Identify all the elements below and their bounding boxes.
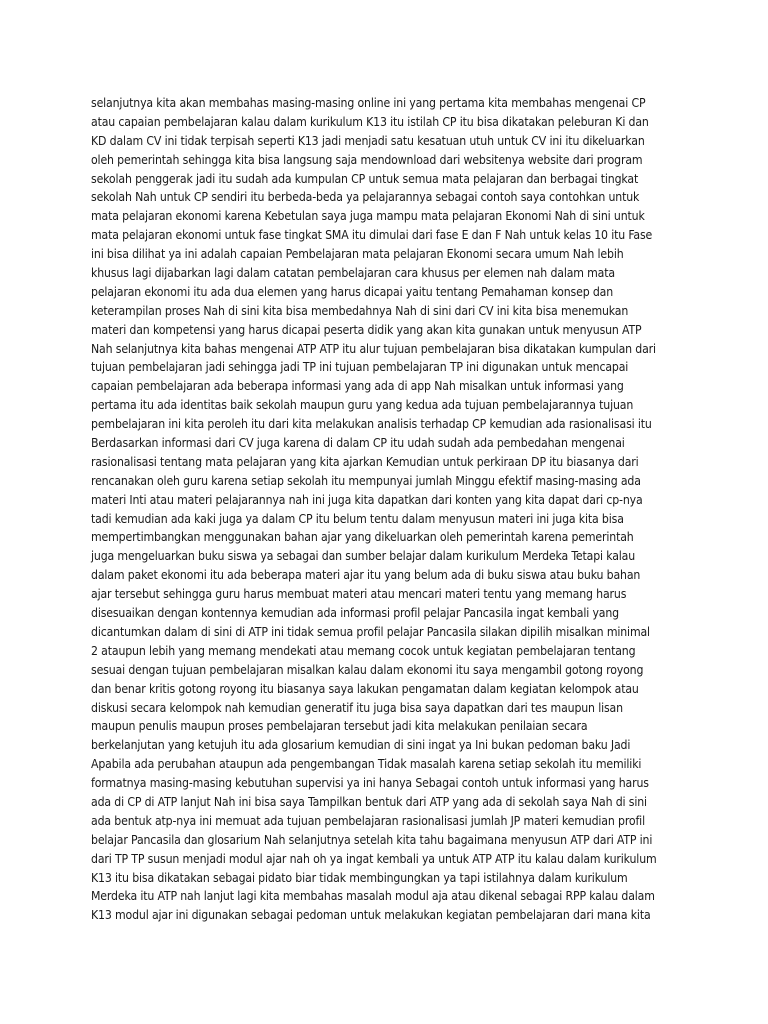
text-line: ini bisa dilihat ya ini adalah capaian Pembelajaran mata pelajaran Ekonomi secara umum Nah lebih [91, 247, 624, 262]
text-line: mata pelajaran ekonomi karena Kebetulan saya juga mampu mata pelajaran Ekonomi Nah di sini untuk [91, 209, 645, 224]
text-line: belajar Pancasila dan glosarium Nah selanjutnya setelah kita tahu bagaimana menyusun ATP dari ATP ini [91, 832, 653, 847]
text-line: mempertimbangkan menggunakan bahan ajar yang dikeluarkan oleh pemerintah karena pemerintah [91, 530, 634, 545]
text-line: diskusi secara kelompok nah kemudian generatif itu juga bisa saya dapatkan dari tes maupun lisan [91, 700, 623, 715]
text-line: materi Inti atau materi pelajarannya nah ini juga kita dapatkan dari konten yang kita dapat dari cp-nya [91, 492, 643, 507]
text-line: Apabila ada perubahan ataupun ada pengembangan Tidak masalah karena setiap sekolah itu memiliki [91, 757, 642, 772]
text-line: formatnya masing-masing kebutuhan supervisi ya ini hanya Sebagai contoh untuk informasi yang harus [91, 776, 649, 791]
text-line: dalam paket ekonomi itu ada beberapa materi ajar itu yang belum ada di buku siswa atau buku bahan [91, 568, 641, 583]
text-line: juga mengeluarkan buku siswa ya sebagai dan sumber belajar dalam kurikulum Merdeka Tetapi kalau [91, 549, 636, 564]
text-line: disesuaikan dengan kontennya kemudian ada informasi profil pelajar Pancasila ingat kembali yang [91, 606, 619, 621]
text-line: atau capaian pembelajaran kalau dalam kurikulum K13 itu istilah CP itu bisa dikatakan peleburan Ki dan [91, 114, 649, 129]
text-line: pelajaran ekonomi itu ada dua elemen yang harus dicapai yaitu tentang Pemahaman konsep dan [91, 284, 614, 299]
text-line: rencanakan oleh guru karena setiap sekolah itu mempunyai jumlah Minggu efektif masing-masing ada [91, 473, 641, 488]
text-line: 2 ataupun lebih yang memang mendekati atau memang cocok untuk kegiatan pembelajaran tentang [91, 643, 636, 658]
text-line: dan benar kritis gotong royong itu biasanya saya lakukan pengamatan dalam kegiatan kelompok atau [91, 681, 639, 696]
text-line: pertama itu ada identitas baik sekolah maupun guru yang kedua ada tujuan pembelajarannya tujuan [91, 398, 634, 413]
text-line: materi dan kompetensi yang harus dicapai peserta didik yang akan kita gunakan untuk menyusun ATP [91, 322, 642, 337]
text-line: Nah selanjutnya kita bahas mengenai ATP ATP itu alur tujuan pembelajaran bisa dikatakan kumpulan dari [91, 341, 656, 356]
text-line: pembelajaran ini kita peroleh itu dari kita melakukan analisis terhadap CP kemudian ada rasionalisasi itu [91, 417, 652, 432]
text-line: khusus lagi dijabarkan lagi dalam catatan pembelajaran cara khusus per elemen nah dalam mata [91, 266, 615, 281]
text-line: K13 modul ajar ini digunakan sebagai pedoman untuk melakukan kegiatan pembelajaran dari mana kita [91, 908, 651, 923]
text-line: mata pelajaran ekonomi untuk fase tingkat SMA itu dimulai dari fase E dan F Nah untuk kelas 10 itu Fase [91, 228, 653, 243]
text-line: sesuai dengan tujuan pembelajaran misalkan kalau dalam ekonomi itu saya mengambil gotong royong [91, 662, 644, 677]
text-line: capaian pembelajaran ada beberapa informasi yang ada di app Nah misalkan untuk informasi yang [91, 379, 624, 394]
text-line: dari TP TP susun menjadi modul ajar nah oh ya ingat kembali ya untuk ATP ATP itu kalau dalam kurikulum [91, 851, 657, 866]
text-line: rasionalisasi tentang mata pelajaran yang kita ajarkan Kemudian untuk perkiraan DP itu biasanya dari [91, 454, 639, 469]
text-line: Berdasarkan informasi dari CV juga karena di dalam CP itu udah sudah ada pembedahan mengenai [91, 436, 625, 451]
text-line: ada di CP di ATP lanjut Nah ini bisa saya Tampilkan bentuk dari ATP yang ada di sekolah saya Nah di sini [91, 794, 647, 809]
text-line: tujuan pembelajaran jadi sehingga jadi TP ini tujuan pembelajaran TP ini digunakan untuk mencapai [91, 360, 629, 375]
text-line: Merdeka itu ATP nah lanjut lagi kita membahas masalah modul aja atau dikenal sebagai RPP kalau dalam [91, 889, 655, 904]
text-line: K13 itu bisa dikatakan sebagai pidato biar tidak membingungkan ya tapi istilahnya dalam kurikulum [91, 870, 628, 885]
text-line: ada bentuk atp-nya ini memuat ada tujuan pembelajaran rasionalisasi jumlah JP materi kemudian profil [91, 813, 645, 828]
text-line: selanjutnya kita akan membahas masing-masing online ini yang pertama kita membahas mengenai CP [91, 96, 646, 110]
text-line: sekolah Nah untuk CP sendiri itu berbeda-beda ya pelajarannya sebagai contoh saya contohkan untuk [91, 190, 640, 205]
text-line: KD dalam CV ini tidak terpisah seperti K13 jadi menjadi satu kesatuan utuh untuk CV ini itu dikeluarkan [91, 133, 645, 148]
text-line: ajar tersebut sehingga guru harus membuat materi atau mencari materi tentu yang memang harus [91, 587, 627, 602]
text-line: berkelanjutan yang ketujuh itu ada glosarium kemudian di sini ingat ya Ini bukan pedoman baku Jadi [91, 738, 631, 753]
text-line: keterampilan proses Nah di sini kita bisa membedahnya Nah di sini dari CV ini kita bisa menemukan [91, 303, 629, 318]
text-line: dicantumkan dalam di sini di ATP ini tidak semua profil pelajar Pancasila silakan dipilih misalkan minimal [91, 624, 650, 639]
text-line: tadi kemudian ada kaki juga ya dalam CP itu belum tentu dalam menyusun materi ini juga kita bisa [91, 511, 624, 526]
text-line: sekolah penggerak jadi itu sudah ada kumpulan CP untuk semua mata pelajaran dan berbagai tingkat [91, 171, 639, 186]
text-line: maupun penulis maupun proses pembelajaran tersebut jadi kita melakukan penilaian secara [91, 719, 588, 734]
text-line: oleh pemerintah sehingga kita bisa langsung saja mendownload dari websitenya website dari program [91, 152, 643, 167]
transcript-text [91, 94, 691, 925]
